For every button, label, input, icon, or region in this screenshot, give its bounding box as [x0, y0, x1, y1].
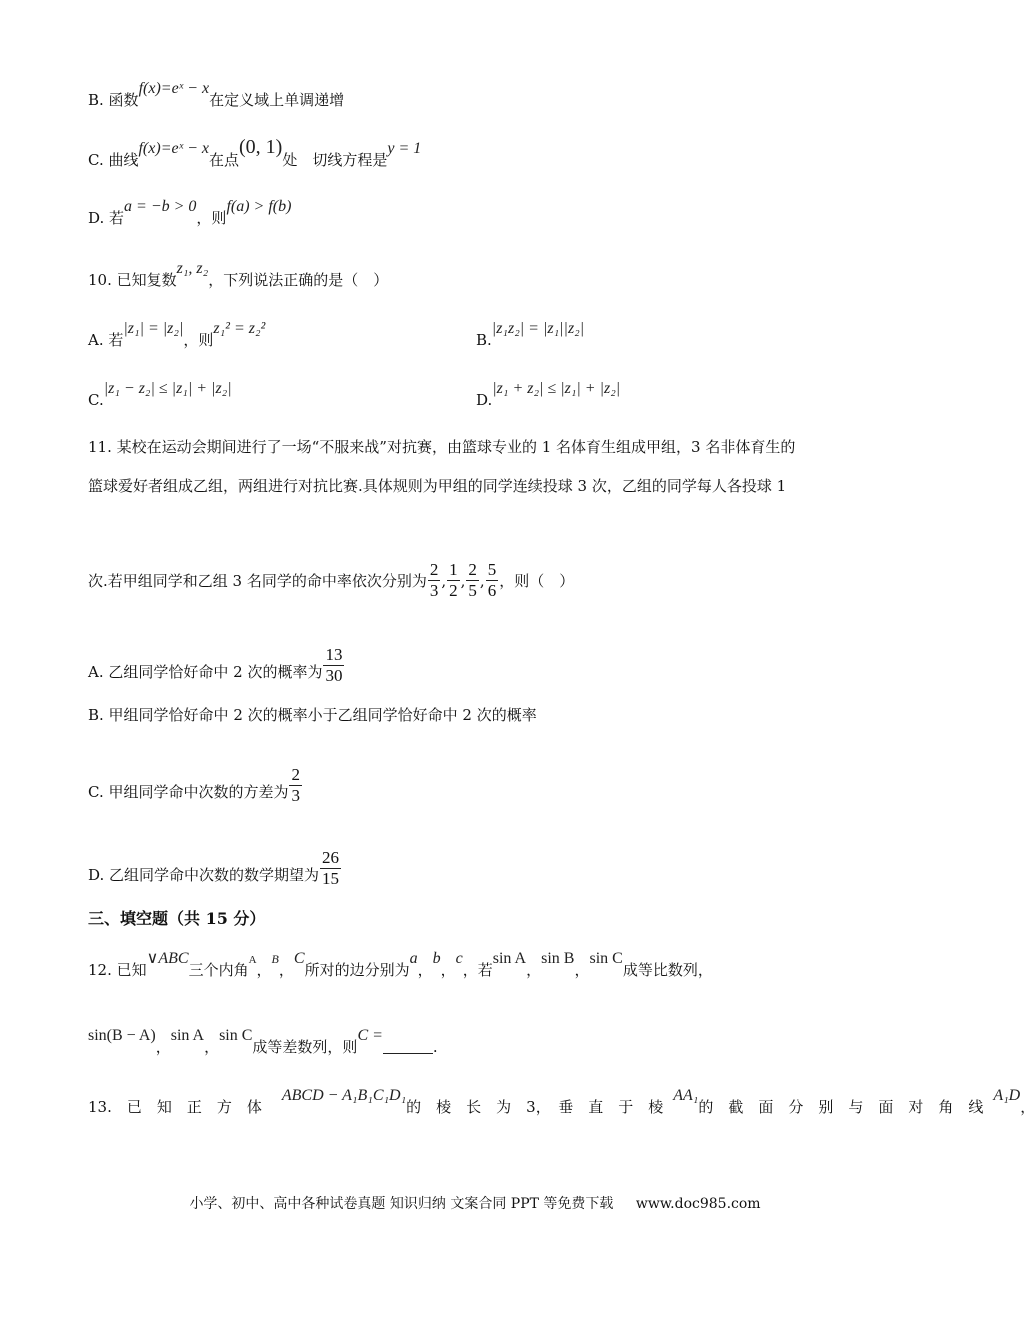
math-expr: sin C: [219, 1027, 253, 1044]
math-expr: sin C: [589, 950, 623, 967]
fraction: $\frac{2}{3}$: [429, 560, 439, 600]
math-var: a: [409, 950, 418, 967]
math-expr: |z₁ + z₂| ≤ |z₁| + |z₂|: [492, 380, 621, 397]
math-expr: z₁² = z₂²: [213, 320, 266, 337]
fraction: $\frac{13}{30}$: [325, 645, 343, 685]
math-expr: |z₁ − z₂| ≤ |z₁| + |z₂|: [103, 380, 232, 397]
math-var: B: [271, 952, 279, 966]
fraction: $\frac{26}{15}$: [322, 848, 340, 888]
q10-option-b: B.|z₁z₂| = |z₁||z₂|: [476, 320, 585, 349]
q11-line3: 次.若甲组同学和乙组 3 名同学的命中率依次分别为 $\frac{2}{3}$ , $\frac{1}{2}$ , $\frac{2}{5}$ , $\frac{5}{6}$ ，则（ ）: [88, 560, 575, 600]
math-expr: f(a) > f(b): [226, 198, 292, 215]
fraction: $\frac{1}{2}$: [449, 560, 458, 600]
q10-stem: 10. 已知复数z₁, z₂，下列说法正确的是（ ）: [88, 260, 389, 289]
math-expr: |z₁z₂| = |z₁||z₂|: [491, 320, 585, 337]
q11-option-a: A. 乙组同学恰好命中 2 次的概率为 $\frac{13}{30}$: [88, 645, 343, 685]
fraction: $\frac{2}{5}$: [468, 560, 477, 600]
q12-line1: 12. 已知∨ABC三个内角$^A$，$^B$，C所对的边分别为a，b，c，若sin A，sin B，sin C成等比数列，: [88, 950, 713, 979]
q13-line1: 13. 已 知 正 方 体ABCD − A₁B₁C₁D₁的 棱 长 为 3， 垂 直 于 棱AA₁的 截 面 分 别 与 面 对 角 线A₁D，: [88, 1087, 1035, 1116]
q12-line2: sin(B − A)，sin A，sin C成等差数列，则C =.: [88, 1027, 438, 1056]
q10-option-c: C.|z₁ − z₂| ≤ |z₁| + |z₂|: [88, 380, 232, 409]
math-var: A: [248, 954, 257, 966]
q9-option-b: B. 函数f(x)=eˣ − x在定义域上单调递增: [88, 80, 345, 109]
math-expr: sin A: [170, 1027, 205, 1044]
math-eq: y = 1: [387, 140, 422, 157]
fraction: $\frac{5}{6}$: [487, 560, 497, 600]
math-expr: AA₁: [673, 1087, 699, 1104]
math-expr: a = −b > 0: [124, 198, 197, 215]
section-title: 三、填空题（共 15 分）: [88, 909, 266, 928]
footer-url[interactable]: www.doc985.com: [635, 1196, 761, 1212]
q10-option-a: A. 若|z₁| = |z₂|，则z₁² = z₂²: [88, 320, 266, 349]
math-expr: f(x)=eˣ − x: [138, 80, 210, 97]
math-expr: f(x)=eˣ − x: [138, 140, 209, 157]
math-expr: A₁D: [993, 1087, 1021, 1104]
q11-line1: 11. 某校在运动会期间进行了一场“不服来战”对抗赛，由篮球专业的 1 名体育生组成甲组，3 名非体育生的: [88, 438, 796, 456]
math-point: (0, 1): [239, 136, 283, 158]
math-expr: C =: [357, 1027, 383, 1044]
page-footer: 小学、初中、高中各种试卷真题 知识归纳 文案合同 PPT 等免费下载 www.doc985.com: [189, 1196, 761, 1212]
math-expr: ABCD − A₁B₁C₁D₁: [281, 1087, 407, 1104]
fraction: $\frac{2}{3}$: [291, 765, 300, 805]
math-expr: sin B: [541, 950, 575, 967]
math-expr: sin A: [492, 950, 527, 967]
math-expr: |z₁| = |z₂|: [123, 320, 184, 337]
math-var: b: [432, 950, 441, 967]
q9-option-d: D. 若a = −b > 0，则f(a) > f(b): [88, 198, 292, 227]
q11-line2: 篮球爱好者组成乙组，两组进行对抗比赛.具体规则为甲组的同学连续投球 3 次，乙组的同学每人各投球 1: [88, 477, 787, 495]
math-var: c: [455, 950, 463, 967]
answer-blank[interactable]: [383, 1039, 433, 1054]
q11-option-b: B. 甲组同学恰好命中 2 次的概率小于乙组同学恰好命中 2 次的概率: [88, 706, 537, 724]
q10-option-d: D.|z₁ + z₂| ≤ |z₁| + |z₂|: [476, 380, 621, 409]
math-var: C: [293, 950, 305, 967]
q9-option-c: C. 曲线f(x)=eˣ − x在点(0, 1)处 切线方程是y = 1: [88, 136, 422, 169]
q11-option-d: D. 乙组同学命中次数的数学期望为 $\frac{26}{15}$: [88, 848, 340, 888]
math-triangle: ∨ABC: [146, 950, 189, 967]
math-expr: sin(B − A): [88, 1027, 156, 1044]
math-vars: z₁, z₂: [176, 260, 209, 277]
q11-option-c: C. 甲组同学命中次数的方差为 $\frac{2}{3}$: [88, 765, 300, 805]
